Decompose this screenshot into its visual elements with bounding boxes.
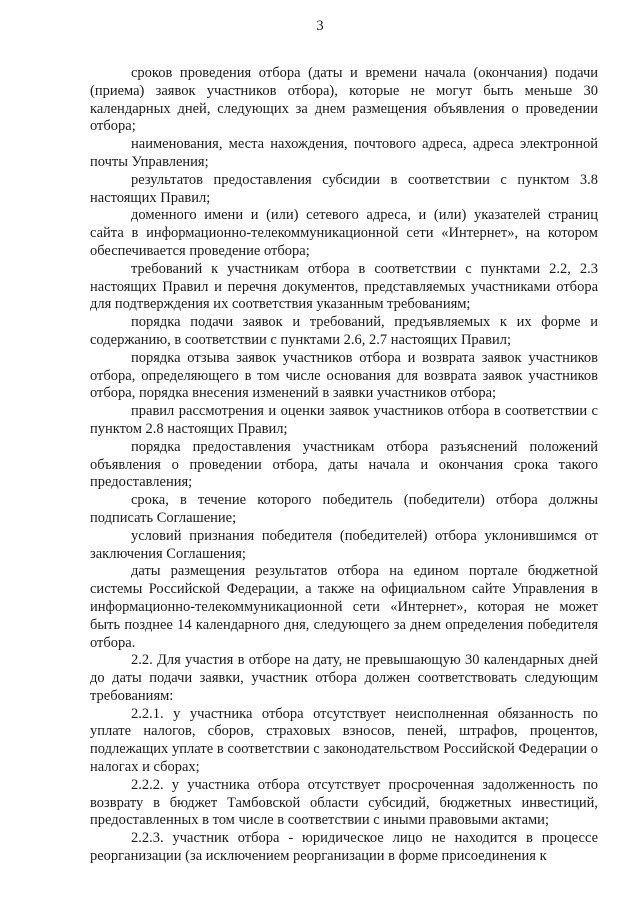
paragraph: правил рассмотрения и оценки заявок участников отбора в соответствии с пунктом 2.8 настоящих Правил; (90, 403, 598, 437)
paragraph: требований к участникам отбора в соответствии с пунктами 2.2, 2.3 настоящих Правил и перечня документов, представляемых участниками отбора для подтверждения их соответствия указанным требованиям; (90, 260, 598, 313)
paragraph: порядка отзыва заявок участников отбора и возврата заявок участников отбора, определяющего в том числе основания для возврата заявок участников отбора, порядка внесения изменений в заявки участников отбора; (90, 349, 598, 402)
paragraph: срока, в течение которого победитель (победители) отбора должны подписать Соглашение; (90, 492, 598, 526)
paragraph: доменного имени и (или) сетевого адреса, и (или) указателей страниц сайта в информационно-телекоммуникационной сети «Интернет», на котором обеспечивается проведение отбора; (90, 207, 598, 259)
paragraph: результатов предоставления субсидии в соответствии с пунктом 3.8 настоящих Правил; (90, 171, 598, 206)
paragraph: порядка подачи заявок и требований, предъявляемых к их форме и содержанию, в соответствии с пунктами 2.6, 2.7 настоящих Правил; (90, 314, 598, 348)
paragraph: наименования, места нахождения, почтового адреса, адреса электронной почты Управления; (90, 136, 598, 170)
document-body (90, 65, 598, 866)
paragraph: 2.2.2. у участника отбора отсутствует просроченная задолженность по возврату в бюджет Тамбовской области субсидий, бюджетных инвестиций, предоставленных в том числе в соответствии с иными правовыми актами; (90, 776, 598, 829)
paragraph: условий признания победителя (победителей) отбора уклонившимся от заключения Соглашения; (90, 527, 598, 562)
paragraph: сроков проведения отбора (даты и времени начала (окончания) подачи (приема) заявок участников отбора), которые не могут быть меньше 30 календарных дней, следующих за днем размещения объявления о проведении отбора; (90, 65, 598, 135)
page-number: 3 (316, 18, 324, 34)
paragraph: порядка предоставления участникам отбора разъяснений положений объявления о проведении отбора, даты начала и окончания срока такого предоставления; (90, 438, 598, 491)
paragraph: 2.2.3. участник отбора - юридическое лицо не находится в процессе реорганизации (за исключением реорганизации в форме присоединения к (90, 830, 598, 865)
paragraph: даты размещения результатов отбора на едином портале бюджетной системы Российской Федерации, а также на официальном сайте Управления в информационно-телекоммуникационной сети «Интернет», которая не может быть позднее 14 календарного дня, следующего за днем определения победителя отбора. (90, 563, 598, 651)
paragraph: 2.2.1. у участника отбора отсутствует неисполненная обязанность по уплате налогов, сборов, страховых взносов, пеней, штрафов, процентов, подлежащих уплате в соответствии с законодательством Российской Федерации о налогах и сборах; (90, 705, 598, 776)
paragraph: 2.2. Для участия в отборе на дату, не превышающую 30 календарных дней до даты подачи заявки, участник отбора должен соответствовать следующим требованиям: (90, 652, 598, 704)
